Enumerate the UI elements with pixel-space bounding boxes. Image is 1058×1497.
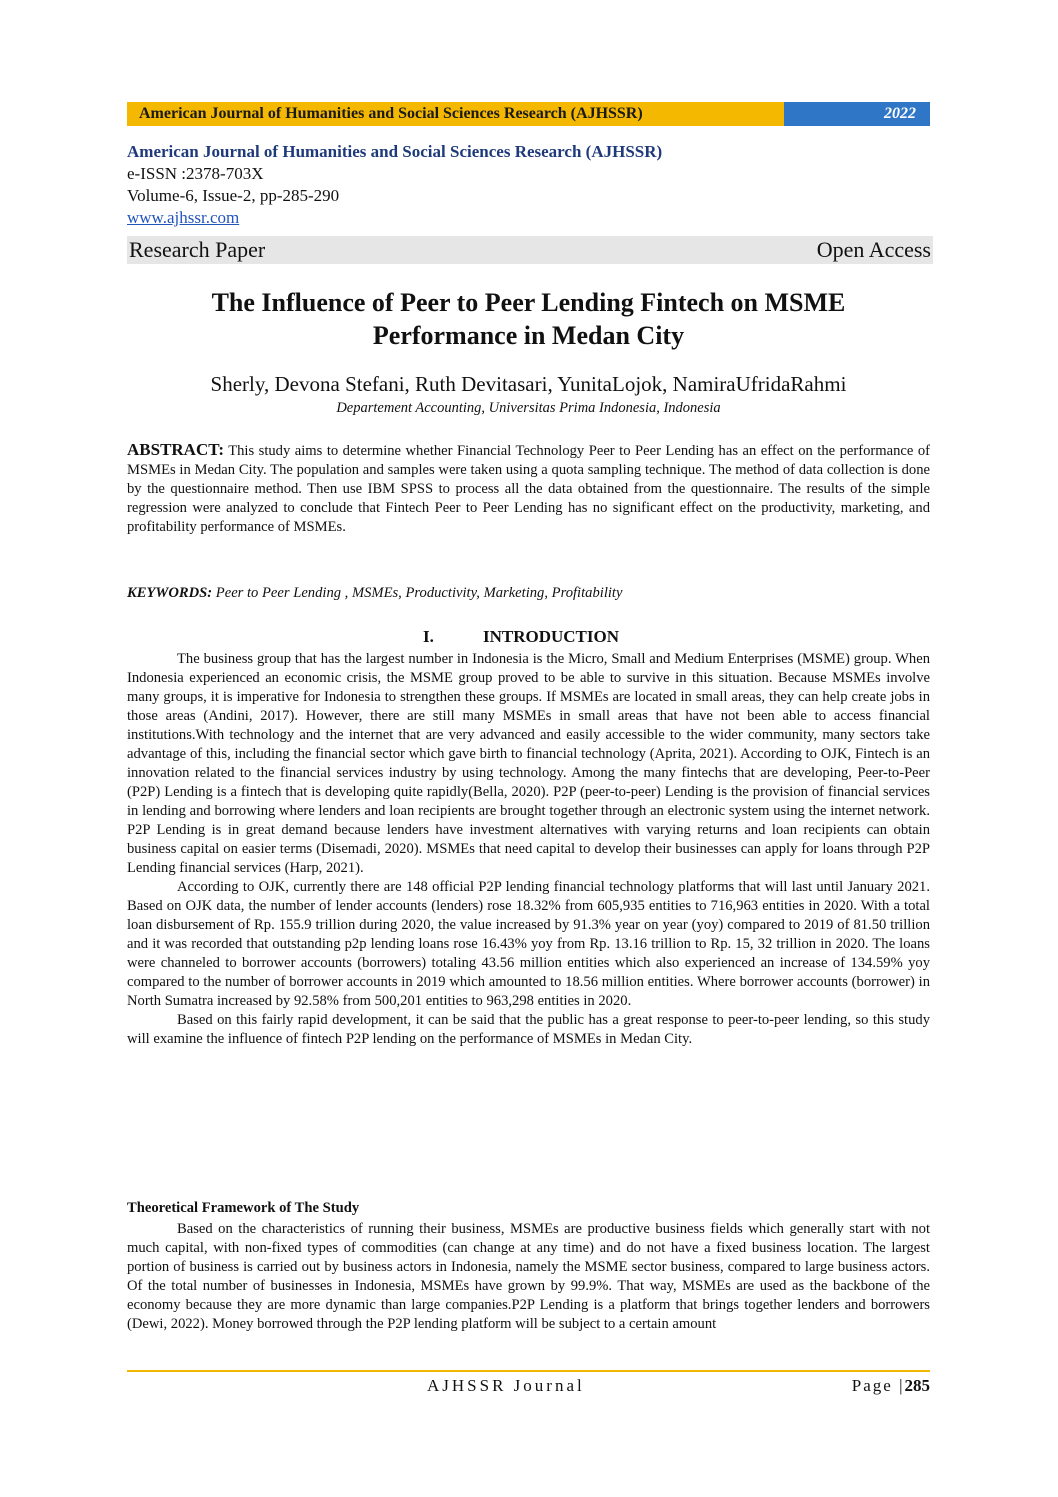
volume-info: Volume-6, Issue-2, pp-285-290 <box>127 186 340 205</box>
subsection-heading: Theoretical Framework of The Study <box>127 1200 360 1216</box>
journal-meta <box>127 141 930 229</box>
page-footer <box>127 1376 930 1400</box>
section-number: I. <box>423 627 434 646</box>
abstract-text: This study aims to determine whether Financial Technology Peer to Peer Lending has an effect on the performance of MSMEs in Medan City. The population and samples were taken using a quota sampling technique. The method of data collection is done by the questionnaire method. Then use IBM SPSS to process all the data obtained from the questionnaire. The results of the simple regression were analyzed to conclude that Fintech Peer to Peer Lending has no significant effect on the productivity, marketing, and profitability performance of MSMEs. <box>127 443 930 535</box>
issn: e-ISSN :2378-703X <box>127 164 264 183</box>
access-type: Open Access <box>816 237 931 262</box>
affiliation: Departement Accounting, Universitas Prima Indonesia, Indonesia <box>336 400 721 416</box>
section-title: INTRODUCTION <box>483 627 620 646</box>
paragraph: Based on this fairly rapid development, it can be said that the public has a great response to peer-to-peer lending, so this study will examine the influence of fintech P2P lending on the performance of MSMEs in Medan City. <box>127 1012 930 1047</box>
footer-divider <box>127 1370 930 1372</box>
keywords-text: Peer to Peer Lending , MSMEs, Productivity, Marketing, Profitability <box>212 585 623 601</box>
journal-website-link[interactable]: www.ajhssr.com <box>127 208 240 227</box>
access-bar <box>127 236 933 264</box>
paper-title <box>127 286 930 352</box>
journal-name: American Journal of Humanities and Social Sciences Research (AJHSSR) <box>127 142 663 161</box>
abstract <box>127 440 930 537</box>
keywords-label: KEYWORDS: <box>127 585 213 601</box>
journal-header-year: 2022 <box>784 102 930 126</box>
paragraph: The business group that has the largest number in Indonesia is the Micro, Small and Medium Enterprises (MSME) group. When Indonesia experienced an economic crisis, the MSME group proved to be able to survive in this situation. Because MSMEs involve many groups, it is imperative for Indonesia to strengthen these groups. If MSMEs are located in small areas, they can help create jobs in those areas (Andini, 2017). However, there are still many MSMEs in small areas that have not been able to access financial institutions.With technology and the internet that are very advanced and easily accessible to the wider community, many sectors take advantage of this, including the financial sector which gave birth to financial technology (Aprita, 2021). According to OJK, Fintech is an innovation related to the financial services industry by using technology. Among the many fintechs that are developing, Peer-to-Peer (P2P) Lending is a fintech that is developing quite rapidly(Bella, 2020). P2P (peer-to-peer) Lending is the provision of financial services in lending and borrowing where lenders and loan recipients are brought together through an electronic system using the internet network. P2P Lending is in great demand because lenders have investment alternatives with varying returns and loan recipients can obtain business capital on easier terms (Disemadi, 2020). MSMEs that need capital to develop their businesses can apply for loans through P2P Lending financial services (Harp, 2021). <box>127 651 930 876</box>
paper-title-line1: The Influence of Peer to Peer Lending Fintech on MSME <box>211 288 846 317</box>
footer-page <box>852 1376 930 1396</box>
keywords <box>127 585 930 602</box>
journal-header-title: American Journal of Humanities and Social Sciences Research (AJHSSR) <box>127 102 784 126</box>
paper-title-line2: Performance in Medan City <box>372 321 685 350</box>
page-label: Page | <box>851 1376 905 1395</box>
paper-type: Research Paper <box>129 237 266 262</box>
footer-journal: AJHSSR Journal <box>427 1376 585 1395</box>
journal-header-band <box>127 102 930 126</box>
paragraph: According to OJK, currently there are 148 official P2P lending financial technology platforms that will last until January 2021. Based on OJK data, the number of lender accounts (lenders) rose 18.32% from 605,935 entities to 716,963 entities in 2020. With a total loan disbursement of Rp. 155.9 trillion during 2020, the value increased by 91.3% year on year (yoy) compared to 2019 of 81.50 trillion and it was recorded that outstanding p2p lending loans rose 16.43% yoy from Rp. 13.16 trillion to Rp. 15, 32 trillion in 2020. The loans were channeled to borrower accounts (borrowers) totaling 43.56 million entities which also experienced an increase of 134.59% yoy compared to the number of borrower accounts in 2019 which amounted to 18.56 million entities. Where borrower accounts (borrower) in North Sumatra increased by 92.58% from 500,201 entities to 963,298 entities in 2020. <box>127 879 930 1009</box>
introduction-body <box>127 650 930 1049</box>
paragraph: Based on the characteristics of running their business, MSMEs are productive business fields which generally start with not much capital, with non-fixed types of commodities (can change at any time) and do not have a fixed business location. The largest portion of business is carried out by business actors in Indonesia, namely the MSME sector business, compared to large business actors. Of the total number of businesses in Indonesia, MSMEs have grown by 99.9%. That way, MSMEs are used as the backbone of the economy because they are more dynamic than large companies.P2P Lending is a platform that brings together lenders and borrowers (Dewi, 2022). Money borrowed through the P2P lending platform will be subject to a certain amount <box>127 1221 930 1332</box>
abstract-label: ABSTRACT: <box>127 440 224 459</box>
framework-body <box>127 1220 930 1334</box>
page-number: 285 <box>904 1376 930 1395</box>
authors: Sherly, Devona Stefani, Ruth Devitasari, YunitaLojok, NamiraUfridaRahmi <box>210 372 847 396</box>
